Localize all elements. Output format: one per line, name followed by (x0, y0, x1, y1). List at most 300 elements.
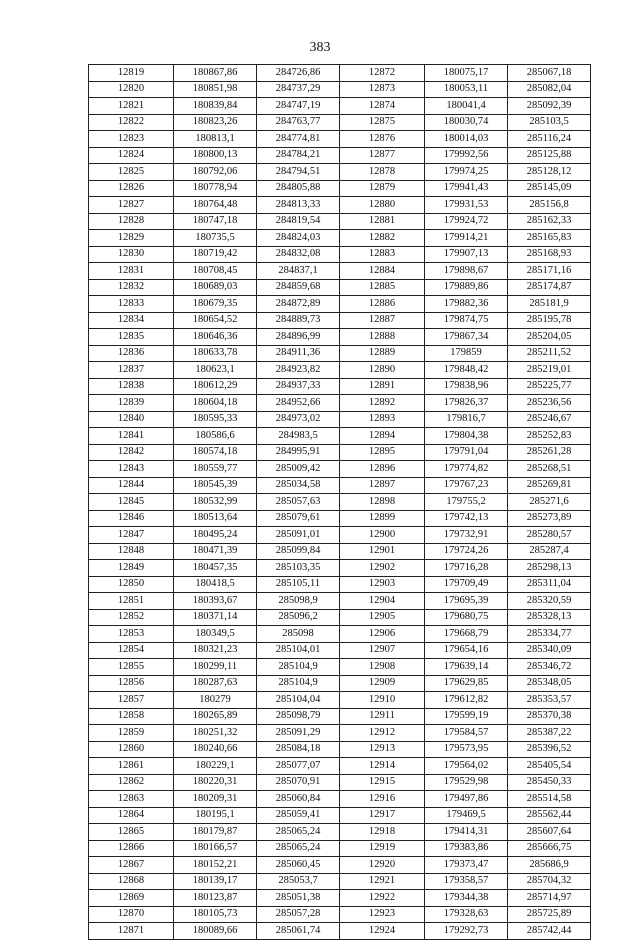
y-coordinate-cell: 285261,28 (508, 444, 591, 461)
point-id-cell: 12921 (340, 873, 425, 890)
y-coordinate-cell: 285370,38 (508, 708, 591, 725)
x-coordinate-cell: 180778,94 (174, 180, 257, 197)
y-coordinate-cell: 284763,77 (257, 114, 340, 131)
table-row (89, 246, 591, 263)
table-row (89, 362, 591, 379)
y-coordinate-cell: 285145,09 (508, 180, 591, 197)
point-id-cell: 12833 (89, 296, 174, 313)
point-id-cell: 12826 (89, 180, 174, 197)
y-coordinate-cell: 285252,83 (508, 428, 591, 445)
y-coordinate-cell: 285067,18 (508, 65, 591, 82)
x-coordinate-cell: 180053,11 (425, 81, 508, 98)
point-id-cell: 12918 (340, 824, 425, 841)
y-coordinate-cell: 285116,24 (508, 131, 591, 148)
x-coordinate-cell: 180030,74 (425, 114, 508, 131)
point-id-cell: 12886 (340, 296, 425, 313)
y-coordinate-cell: 285104,9 (257, 659, 340, 676)
x-coordinate-cell: 179838,96 (425, 378, 508, 395)
table-row (89, 312, 591, 329)
point-id-cell: 12872 (340, 65, 425, 82)
x-coordinate-cell: 179804,38 (425, 428, 508, 445)
table-row (89, 906, 591, 923)
table-row (89, 626, 591, 643)
point-id-cell: 12922 (340, 890, 425, 907)
x-coordinate-cell: 179742,13 (425, 510, 508, 527)
x-coordinate-cell: 180471,39 (174, 543, 257, 560)
x-coordinate-cell: 179931,53 (425, 197, 508, 214)
x-coordinate-cell: 180719,42 (174, 246, 257, 263)
point-id-cell: 12853 (89, 626, 174, 643)
table-row (89, 543, 591, 560)
table-row (89, 213, 591, 230)
x-coordinate-cell: 179874,75 (425, 312, 508, 329)
x-coordinate-cell: 180689,03 (174, 279, 257, 296)
y-coordinate-cell: 285387,22 (508, 725, 591, 742)
x-coordinate-cell: 179344,38 (425, 890, 508, 907)
y-coordinate-cell: 284774,81 (257, 131, 340, 148)
y-coordinate-cell: 284747,19 (257, 98, 340, 115)
table-row (89, 444, 591, 461)
y-coordinate-cell: 284911,36 (257, 345, 340, 362)
point-id-cell: 12862 (89, 774, 174, 791)
y-coordinate-cell: 284995,91 (257, 444, 340, 461)
y-coordinate-cell: 285156,8 (508, 197, 591, 214)
table-row (89, 296, 591, 313)
x-coordinate-cell: 180679,35 (174, 296, 257, 313)
y-coordinate-cell: 285219,01 (508, 362, 591, 379)
point-id-cell: 12820 (89, 81, 174, 98)
point-id-cell: 12870 (89, 906, 174, 923)
point-id-cell: 12855 (89, 659, 174, 676)
point-id-cell: 12916 (340, 791, 425, 808)
page-number: 383 (309, 40, 331, 55)
x-coordinate-cell: 179882,36 (425, 296, 508, 313)
point-id-cell: 12851 (89, 593, 174, 610)
point-id-cell: 12913 (340, 741, 425, 758)
point-id-cell: 12868 (89, 873, 174, 890)
y-coordinate-cell: 285742,44 (508, 923, 591, 940)
point-id-cell: 12894 (340, 428, 425, 445)
y-coordinate-cell: 285269,81 (508, 477, 591, 494)
table-row (89, 774, 591, 791)
table-row (89, 65, 591, 82)
point-id-cell: 12895 (340, 444, 425, 461)
point-id-cell: 12838 (89, 378, 174, 395)
point-id-cell: 12891 (340, 378, 425, 395)
y-coordinate-cell: 285070,91 (257, 774, 340, 791)
y-coordinate-cell: 285346,72 (508, 659, 591, 676)
y-coordinate-cell: 285725,89 (508, 906, 591, 923)
point-id-cell: 12846 (89, 510, 174, 527)
point-id-cell: 12914 (340, 758, 425, 775)
point-id-cell: 12907 (340, 642, 425, 659)
x-coordinate-cell: 180287,63 (174, 675, 257, 692)
x-coordinate-cell: 180574,18 (174, 444, 257, 461)
point-id-cell: 12850 (89, 576, 174, 593)
point-id-cell: 12843 (89, 461, 174, 478)
point-id-cell: 12835 (89, 329, 174, 346)
x-coordinate-cell: 180623,1 (174, 362, 257, 379)
y-coordinate-cell: 285098,79 (257, 708, 340, 725)
table-row (89, 741, 591, 758)
table-row (89, 329, 591, 346)
x-coordinate-cell: 180633,78 (174, 345, 257, 362)
x-coordinate-cell: 180418,5 (174, 576, 257, 593)
x-coordinate-cell: 179414,31 (425, 824, 508, 841)
y-coordinate-cell: 285334,77 (508, 626, 591, 643)
y-coordinate-cell: 284794,51 (257, 164, 340, 181)
table-row (89, 807, 591, 824)
point-id-cell: 12832 (89, 279, 174, 296)
y-coordinate-cell: 285098 (257, 626, 340, 643)
x-coordinate-cell: 180747,18 (174, 213, 257, 230)
x-coordinate-cell: 180349,5 (174, 626, 257, 643)
point-id-cell: 12859 (89, 725, 174, 742)
point-id-cell: 12860 (89, 741, 174, 758)
point-id-cell: 12923 (340, 906, 425, 923)
y-coordinate-cell: 285104,04 (257, 692, 340, 709)
x-coordinate-cell: 180764,48 (174, 197, 257, 214)
point-id-cell: 12856 (89, 675, 174, 692)
y-coordinate-cell: 285195,78 (508, 312, 591, 329)
point-id-cell: 12912 (340, 725, 425, 742)
coordinates-table (88, 64, 591, 940)
table-row (89, 857, 591, 874)
table-row (89, 345, 591, 362)
point-id-cell: 12823 (89, 131, 174, 148)
x-coordinate-cell: 180014,03 (425, 131, 508, 148)
point-id-cell: 12845 (89, 494, 174, 511)
x-coordinate-cell: 180867,86 (174, 65, 257, 82)
point-id-cell: 12902 (340, 560, 425, 577)
y-coordinate-cell: 285287,4 (508, 543, 591, 560)
x-coordinate-cell: 180179,87 (174, 824, 257, 841)
x-coordinate-cell: 179924,72 (425, 213, 508, 230)
point-id-cell: 12873 (340, 81, 425, 98)
y-coordinate-cell: 285181,9 (508, 296, 591, 313)
y-coordinate-cell: 285103,35 (257, 560, 340, 577)
x-coordinate-cell: 180089,66 (174, 923, 257, 940)
y-coordinate-cell: 285686,9 (508, 857, 591, 874)
x-coordinate-cell: 179716,28 (425, 560, 508, 577)
y-coordinate-cell: 285268,51 (508, 461, 591, 478)
x-coordinate-cell: 180654,52 (174, 312, 257, 329)
point-id-cell: 12880 (340, 197, 425, 214)
table-row (89, 378, 591, 395)
point-id-cell: 12920 (340, 857, 425, 874)
y-coordinate-cell: 285246,67 (508, 411, 591, 428)
x-coordinate-cell: 180595,33 (174, 411, 257, 428)
y-coordinate-cell: 284872,89 (257, 296, 340, 313)
table-row (89, 890, 591, 907)
x-coordinate-cell: 179629,85 (425, 675, 508, 692)
point-id-cell: 12842 (89, 444, 174, 461)
y-coordinate-cell: 285084,18 (257, 741, 340, 758)
x-coordinate-cell: 180646,36 (174, 329, 257, 346)
y-coordinate-cell: 285057,28 (257, 906, 340, 923)
x-coordinate-cell: 180545,39 (174, 477, 257, 494)
y-coordinate-cell: 285514,58 (508, 791, 591, 808)
y-coordinate-cell: 285162,33 (508, 213, 591, 230)
point-id-cell: 12831 (89, 263, 174, 280)
point-id-cell: 12882 (340, 230, 425, 247)
x-coordinate-cell: 179564,02 (425, 758, 508, 775)
x-coordinate-cell: 179573,95 (425, 741, 508, 758)
point-id-cell: 12841 (89, 428, 174, 445)
point-id-cell: 12879 (340, 180, 425, 197)
y-coordinate-cell: 285105,11 (257, 576, 340, 593)
y-coordinate-cell: 285091,29 (257, 725, 340, 742)
table-row (89, 527, 591, 544)
y-coordinate-cell: 284859,68 (257, 279, 340, 296)
y-coordinate-cell: 285174,87 (508, 279, 591, 296)
table-row (89, 81, 591, 98)
x-coordinate-cell: 179584,57 (425, 725, 508, 742)
y-coordinate-cell: 284983,5 (257, 428, 340, 445)
y-coordinate-cell: 285273,89 (508, 510, 591, 527)
y-coordinate-cell: 285165,83 (508, 230, 591, 247)
y-coordinate-cell: 284952,66 (257, 395, 340, 412)
point-id-cell: 12881 (340, 213, 425, 230)
x-coordinate-cell: 180371,14 (174, 609, 257, 626)
x-coordinate-cell: 179529,98 (425, 774, 508, 791)
table-row (89, 147, 591, 164)
point-id-cell: 12884 (340, 263, 425, 280)
x-coordinate-cell: 179767,23 (425, 477, 508, 494)
point-id-cell: 12906 (340, 626, 425, 643)
point-id-cell: 12837 (89, 362, 174, 379)
y-coordinate-cell: 285236,56 (508, 395, 591, 412)
x-coordinate-cell: 179941,43 (425, 180, 508, 197)
point-id-cell: 12849 (89, 560, 174, 577)
x-coordinate-cell: 179358,57 (425, 873, 508, 890)
x-coordinate-cell: 180612,29 (174, 378, 257, 395)
y-coordinate-cell: 285666,75 (508, 840, 591, 857)
x-coordinate-cell: 179898,67 (425, 263, 508, 280)
x-coordinate-cell: 179599,19 (425, 708, 508, 725)
x-coordinate-cell: 179373,47 (425, 857, 508, 874)
y-coordinate-cell: 285059,41 (257, 807, 340, 824)
x-coordinate-cell: 179654,16 (425, 642, 508, 659)
y-coordinate-cell: 285060,84 (257, 791, 340, 808)
y-coordinate-cell: 285092,39 (508, 98, 591, 115)
table-row (89, 395, 591, 412)
point-id-cell: 12867 (89, 857, 174, 874)
point-id-cell: 12829 (89, 230, 174, 247)
x-coordinate-cell: 179859 (425, 345, 508, 362)
point-id-cell: 12834 (89, 312, 174, 329)
point-id-cell: 12827 (89, 197, 174, 214)
point-id-cell: 12865 (89, 824, 174, 841)
point-id-cell: 12919 (340, 840, 425, 857)
y-coordinate-cell: 285328,13 (508, 609, 591, 626)
x-coordinate-cell: 179383,86 (425, 840, 508, 857)
x-coordinate-cell: 180123,87 (174, 890, 257, 907)
table-row (89, 263, 591, 280)
x-coordinate-cell: 180586,6 (174, 428, 257, 445)
table-row (89, 923, 591, 940)
x-coordinate-cell: 179639,14 (425, 659, 508, 676)
x-coordinate-cell: 179889,86 (425, 279, 508, 296)
table-row (89, 477, 591, 494)
point-id-cell: 12847 (89, 527, 174, 544)
point-id-cell: 12897 (340, 477, 425, 494)
y-coordinate-cell: 284813,33 (257, 197, 340, 214)
table-row (89, 461, 591, 478)
table-row (89, 873, 591, 890)
x-coordinate-cell: 179755,2 (425, 494, 508, 511)
x-coordinate-cell: 180532,99 (174, 494, 257, 511)
y-coordinate-cell: 284973,02 (257, 411, 340, 428)
table-body (89, 65, 591, 940)
x-coordinate-cell: 180299,11 (174, 659, 257, 676)
point-id-cell: 12864 (89, 807, 174, 824)
point-id-cell: 12917 (340, 807, 425, 824)
y-coordinate-cell: 284824,03 (257, 230, 340, 247)
x-coordinate-cell: 180152,21 (174, 857, 257, 874)
table-row (89, 494, 591, 511)
y-coordinate-cell: 285099,84 (257, 543, 340, 560)
y-coordinate-cell: 285405,54 (508, 758, 591, 775)
point-id-cell: 12876 (340, 131, 425, 148)
table-row (89, 642, 591, 659)
point-id-cell: 12844 (89, 477, 174, 494)
y-coordinate-cell: 285298,13 (508, 560, 591, 577)
point-id-cell: 12899 (340, 510, 425, 527)
point-id-cell: 12924 (340, 923, 425, 940)
table-row (89, 840, 591, 857)
table-row (89, 593, 591, 610)
y-coordinate-cell: 285057,63 (257, 494, 340, 511)
x-coordinate-cell: 180279 (174, 692, 257, 709)
point-id-cell: 12828 (89, 213, 174, 230)
y-coordinate-cell: 284805,88 (257, 180, 340, 197)
table-row (89, 791, 591, 808)
y-coordinate-cell: 285225,77 (508, 378, 591, 395)
table-row (89, 609, 591, 626)
table-row (89, 164, 591, 181)
table-row (89, 230, 591, 247)
table-row (89, 824, 591, 841)
x-coordinate-cell: 179992,56 (425, 147, 508, 164)
x-coordinate-cell: 180708,45 (174, 263, 257, 280)
x-coordinate-cell: 180604,18 (174, 395, 257, 412)
point-id-cell: 12911 (340, 708, 425, 725)
point-id-cell: 12852 (89, 609, 174, 626)
x-coordinate-cell: 180321,23 (174, 642, 257, 659)
table-row (89, 197, 591, 214)
table-row (89, 411, 591, 428)
x-coordinate-cell: 179732,91 (425, 527, 508, 544)
x-coordinate-cell: 180166,57 (174, 840, 257, 857)
table-row (89, 675, 591, 692)
point-id-cell: 12905 (340, 609, 425, 626)
table-row (89, 708, 591, 725)
x-coordinate-cell: 180851,98 (174, 81, 257, 98)
y-coordinate-cell: 285096,2 (257, 609, 340, 626)
x-coordinate-cell: 180209,31 (174, 791, 257, 808)
point-id-cell: 12889 (340, 345, 425, 362)
point-id-cell: 12825 (89, 164, 174, 181)
x-coordinate-cell: 179612,82 (425, 692, 508, 709)
point-id-cell: 12869 (89, 890, 174, 907)
point-id-cell: 12898 (340, 494, 425, 511)
x-coordinate-cell: 179497,86 (425, 791, 508, 808)
point-id-cell: 12836 (89, 345, 174, 362)
x-coordinate-cell: 179816,7 (425, 411, 508, 428)
y-coordinate-cell: 285714,97 (508, 890, 591, 907)
point-id-cell: 12887 (340, 312, 425, 329)
y-coordinate-cell: 285348,05 (508, 675, 591, 692)
y-coordinate-cell: 285051,38 (257, 890, 340, 907)
x-coordinate-cell: 180139,17 (174, 873, 257, 890)
point-id-cell: 12915 (340, 774, 425, 791)
x-coordinate-cell: 180839,84 (174, 98, 257, 115)
table-row (89, 758, 591, 775)
point-id-cell: 12892 (340, 395, 425, 412)
point-id-cell: 12848 (89, 543, 174, 560)
point-id-cell: 12909 (340, 675, 425, 692)
y-coordinate-cell: 285353,57 (508, 692, 591, 709)
table-row (89, 114, 591, 131)
point-id-cell: 12893 (340, 411, 425, 428)
point-id-cell: 12861 (89, 758, 174, 775)
x-coordinate-cell: 180792,06 (174, 164, 257, 181)
table-row (89, 180, 591, 197)
x-coordinate-cell: 179914,21 (425, 230, 508, 247)
point-id-cell: 12875 (340, 114, 425, 131)
x-coordinate-cell: 180251,32 (174, 725, 257, 742)
point-id-cell: 12854 (89, 642, 174, 659)
x-coordinate-cell: 179709,49 (425, 576, 508, 593)
y-coordinate-cell: 284837,1 (257, 263, 340, 280)
y-coordinate-cell: 285103,5 (508, 114, 591, 131)
y-coordinate-cell: 285065,24 (257, 824, 340, 841)
y-coordinate-cell: 285280,57 (508, 527, 591, 544)
y-coordinate-cell: 285104,9 (257, 675, 340, 692)
y-coordinate-cell: 285607,64 (508, 824, 591, 841)
x-coordinate-cell: 180265,89 (174, 708, 257, 725)
x-coordinate-cell: 179791,04 (425, 444, 508, 461)
x-coordinate-cell: 180513,64 (174, 510, 257, 527)
point-id-cell: 12890 (340, 362, 425, 379)
x-coordinate-cell: 179328,63 (425, 906, 508, 923)
table-row (89, 510, 591, 527)
x-coordinate-cell: 180240,66 (174, 741, 257, 758)
y-coordinate-cell: 285171,16 (508, 263, 591, 280)
x-coordinate-cell: 180195,1 (174, 807, 257, 824)
table-row (89, 659, 591, 676)
table-row (89, 576, 591, 593)
point-id-cell: 12896 (340, 461, 425, 478)
table-row (89, 131, 591, 148)
y-coordinate-cell: 284737,29 (257, 81, 340, 98)
point-id-cell: 12866 (89, 840, 174, 857)
table-row (89, 692, 591, 709)
x-coordinate-cell: 180041,4 (425, 98, 508, 115)
y-coordinate-cell: 285704,32 (508, 873, 591, 890)
y-coordinate-cell: 284819,54 (257, 213, 340, 230)
point-id-cell: 12888 (340, 329, 425, 346)
point-id-cell: 12824 (89, 147, 174, 164)
y-coordinate-cell: 285340,09 (508, 642, 591, 659)
y-coordinate-cell: 284896,99 (257, 329, 340, 346)
x-coordinate-cell: 180075,17 (425, 65, 508, 82)
y-coordinate-cell: 285271,6 (508, 494, 591, 511)
x-coordinate-cell: 180229,1 (174, 758, 257, 775)
point-id-cell: 12885 (340, 279, 425, 296)
y-coordinate-cell: 285450,33 (508, 774, 591, 791)
